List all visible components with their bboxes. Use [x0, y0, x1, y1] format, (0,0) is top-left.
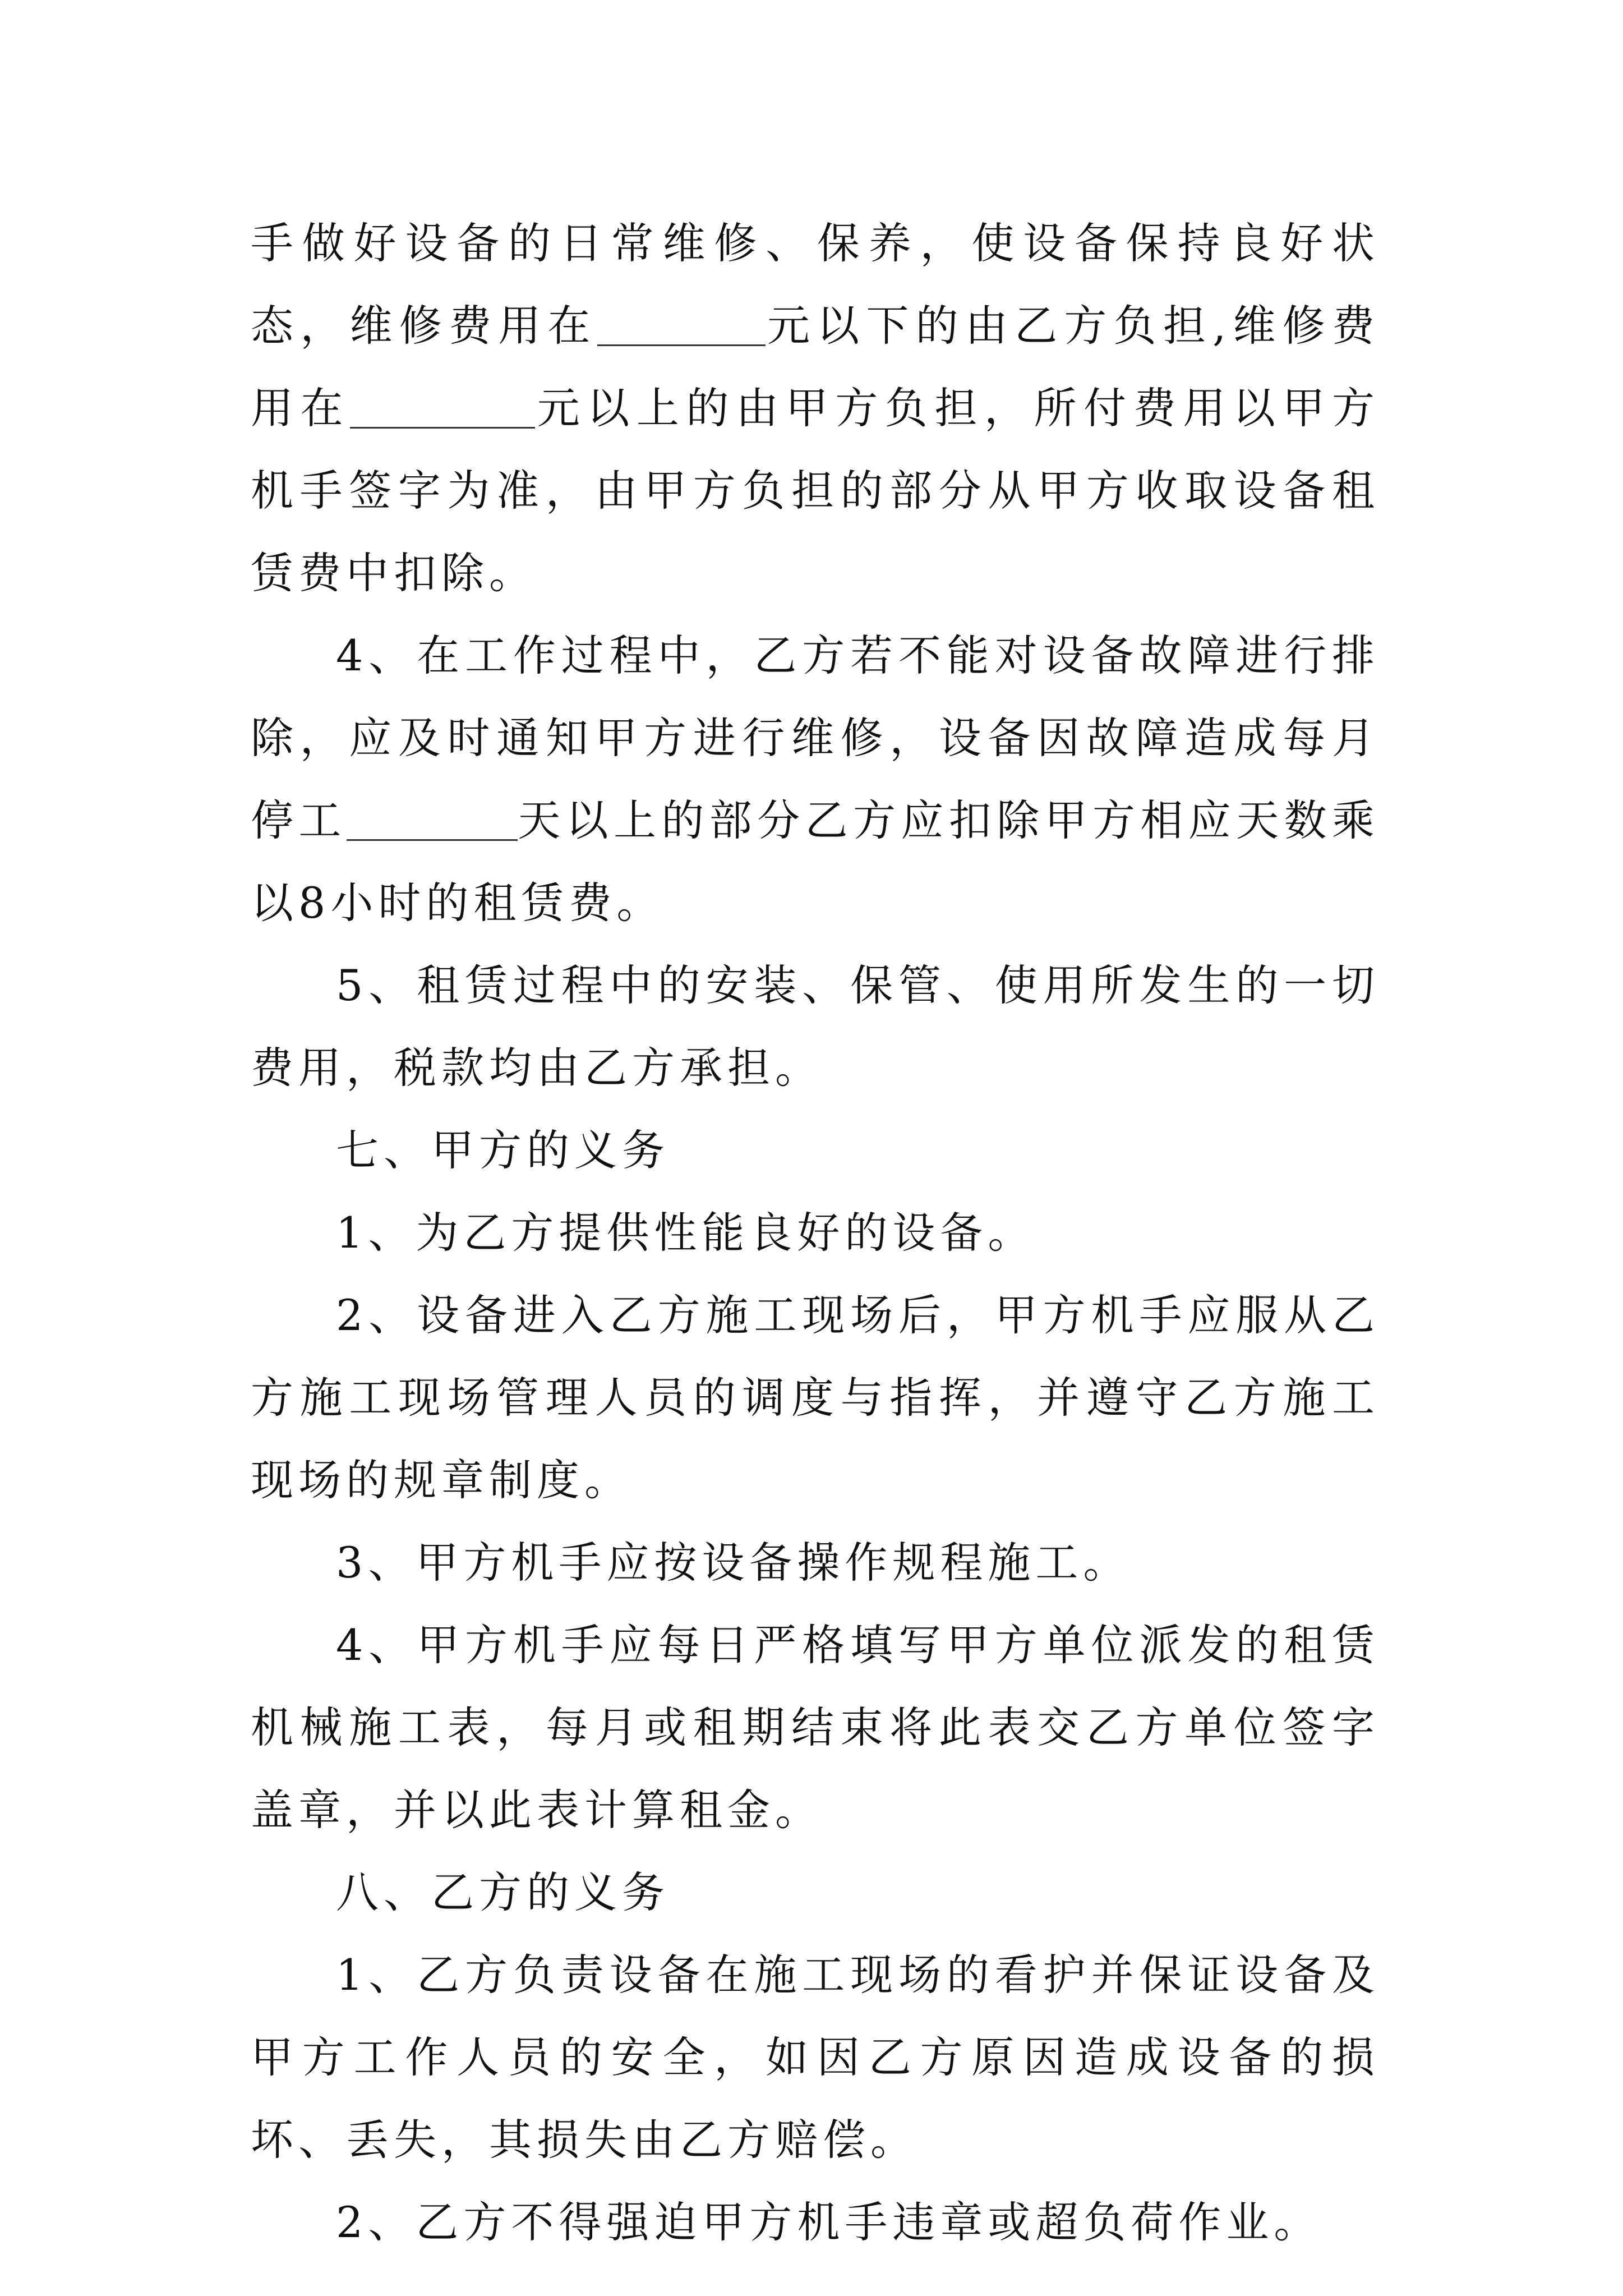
paragraph-party-b-item-2: 2、乙方不得强迫甲方机手违章或超负荷作业。: [336, 2197, 1322, 2247]
fill-in-blank-amount-upper: [350, 382, 535, 429]
text-segment: 元以下的由乙方负担,维修费用在: [251, 301, 1380, 433]
section-heading-party-b-obligations: 八、乙方的义务: [336, 1867, 670, 1917]
text-segment: 手做好设备的日常维修、保养，使设备保持良好状态，维修费用在: [251, 218, 1380, 351]
paragraph-party-a-item-4: 4、甲方机手应每日严格填写甲方单位派发的租赁机械施工表，每月或租期结束将此表交乙方单位签字盖章，并以此表计算租金。: [251, 1620, 1380, 1835]
fill-in-blank-days: [347, 794, 518, 841]
paragraph-maintenance-cost: [251, 202, 1380, 614]
fill-in-blank-amount-lower: [597, 300, 766, 346]
document-body: [251, 202, 1380, 2263]
text-segment: 4、在工作过程中，乙方若不能对设备故障进行排除，应及时通知甲方进行维修，设备因故障造成每月停工: [251, 631, 1380, 845]
paragraph-item-5-costs: 5、租赁过程中的安装、保管、使用所发生的一切费用，税款均由乙方承担。: [251, 960, 1380, 1093]
text-segment: 元以上的由甲方负担，所付费用以甲方机手签字为准，由甲方负担的部分从甲方收取设备租赁费中扣除。: [251, 383, 1380, 598]
paragraph-party-a-item-3: 3、甲方机手应按设备操作规程施工。: [336, 1538, 1131, 1588]
section-heading-party-a-obligations: 七、甲方的义务: [336, 1125, 670, 1175]
paragraph-party-b-item-1: 1、乙方负责设备在施工现场的看护并保证设备及甲方工作人员的安全，如因乙方原因造成设备的损坏、丢失，其损失由乙方赔偿。: [251, 1950, 1380, 2165]
paragraph-item-4-fault: [251, 614, 1380, 944]
text-segment: 天以上的部分乙方应扣除甲方相应天数乘以8小时的租赁费。: [251, 795, 1380, 928]
paragraph-party-a-item-1: 1、为乙方提供性能良好的设备。: [336, 1208, 1036, 1258]
paragraph-party-a-item-2: 2、设备进入乙方施工现场后，甲方机手应服从乙方施工现场管理人员的调度与指挥，并遵守乙方施工现场的规章制度。: [251, 1290, 1380, 1505]
